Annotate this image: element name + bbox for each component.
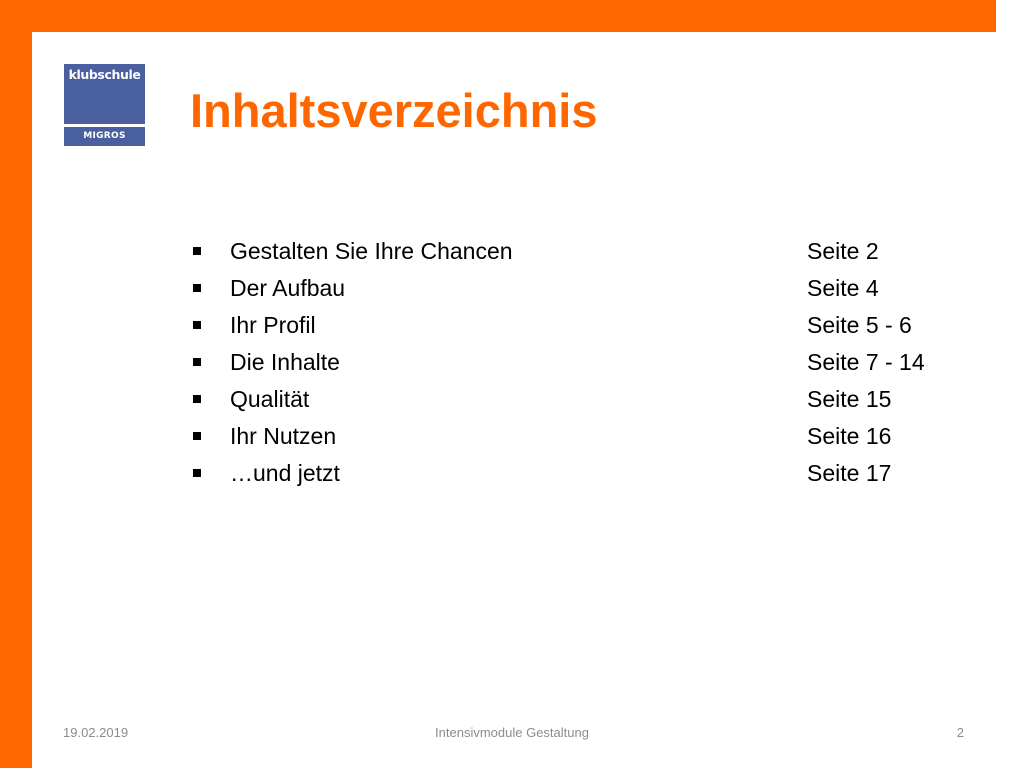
square-bullet-icon <box>193 469 201 477</box>
toc-item <box>190 344 990 381</box>
toc-item-label: Qualität <box>230 386 310 412</box>
klubschule-migros-logo <box>64 64 145 146</box>
toc-item-page: Seite 16 <box>807 423 892 449</box>
toc-item-label: Gestalten Sie Ihre Chancen <box>230 238 513 264</box>
toc-item <box>190 418 990 455</box>
toc-item <box>190 381 990 418</box>
toc-item-label: Ihr Profil <box>230 312 316 338</box>
toc-item <box>190 233 990 270</box>
footer-page-number: 2 <box>956 725 964 740</box>
toc-item <box>190 270 990 307</box>
toc-item <box>190 455 990 492</box>
toc-item-label: …und jetzt <box>230 460 340 486</box>
square-bullet-icon <box>193 395 201 403</box>
toc-item-page: Seite 2 <box>807 238 879 264</box>
slide-title: Inhaltsverzeichnis <box>190 84 598 137</box>
toc-item <box>190 307 990 344</box>
toc-item-label: Ihr Nutzen <box>230 423 337 449</box>
top-accent-bar <box>0 0 996 32</box>
square-bullet-icon <box>193 358 201 366</box>
toc-item-page: Seite 4 <box>807 275 879 301</box>
square-bullet-icon <box>193 432 201 440</box>
table-of-contents <box>190 233 990 492</box>
toc-item-page: Seite 15 <box>807 386 892 412</box>
toc-item-label: Die Inhalte <box>230 349 340 375</box>
toc-item-page: Seite 7 - 14 <box>807 349 925 375</box>
square-bullet-icon <box>193 247 201 255</box>
square-bullet-icon <box>193 284 201 292</box>
footer-date: 19.02.2019 <box>63 725 129 740</box>
left-accent-bar <box>0 0 32 768</box>
toc-item-page: Seite 5 - 6 <box>807 312 912 338</box>
logo-bottom-text: MIGROS <box>83 131 126 141</box>
square-bullet-icon <box>193 321 201 329</box>
footer-title: Intensivmodule Gestaltung <box>435 725 589 740</box>
logo-top-text: klubschule <box>68 67 141 82</box>
toc-item-label: Der Aufbau <box>230 275 346 301</box>
toc-item-page: Seite 17 <box>807 460 892 486</box>
